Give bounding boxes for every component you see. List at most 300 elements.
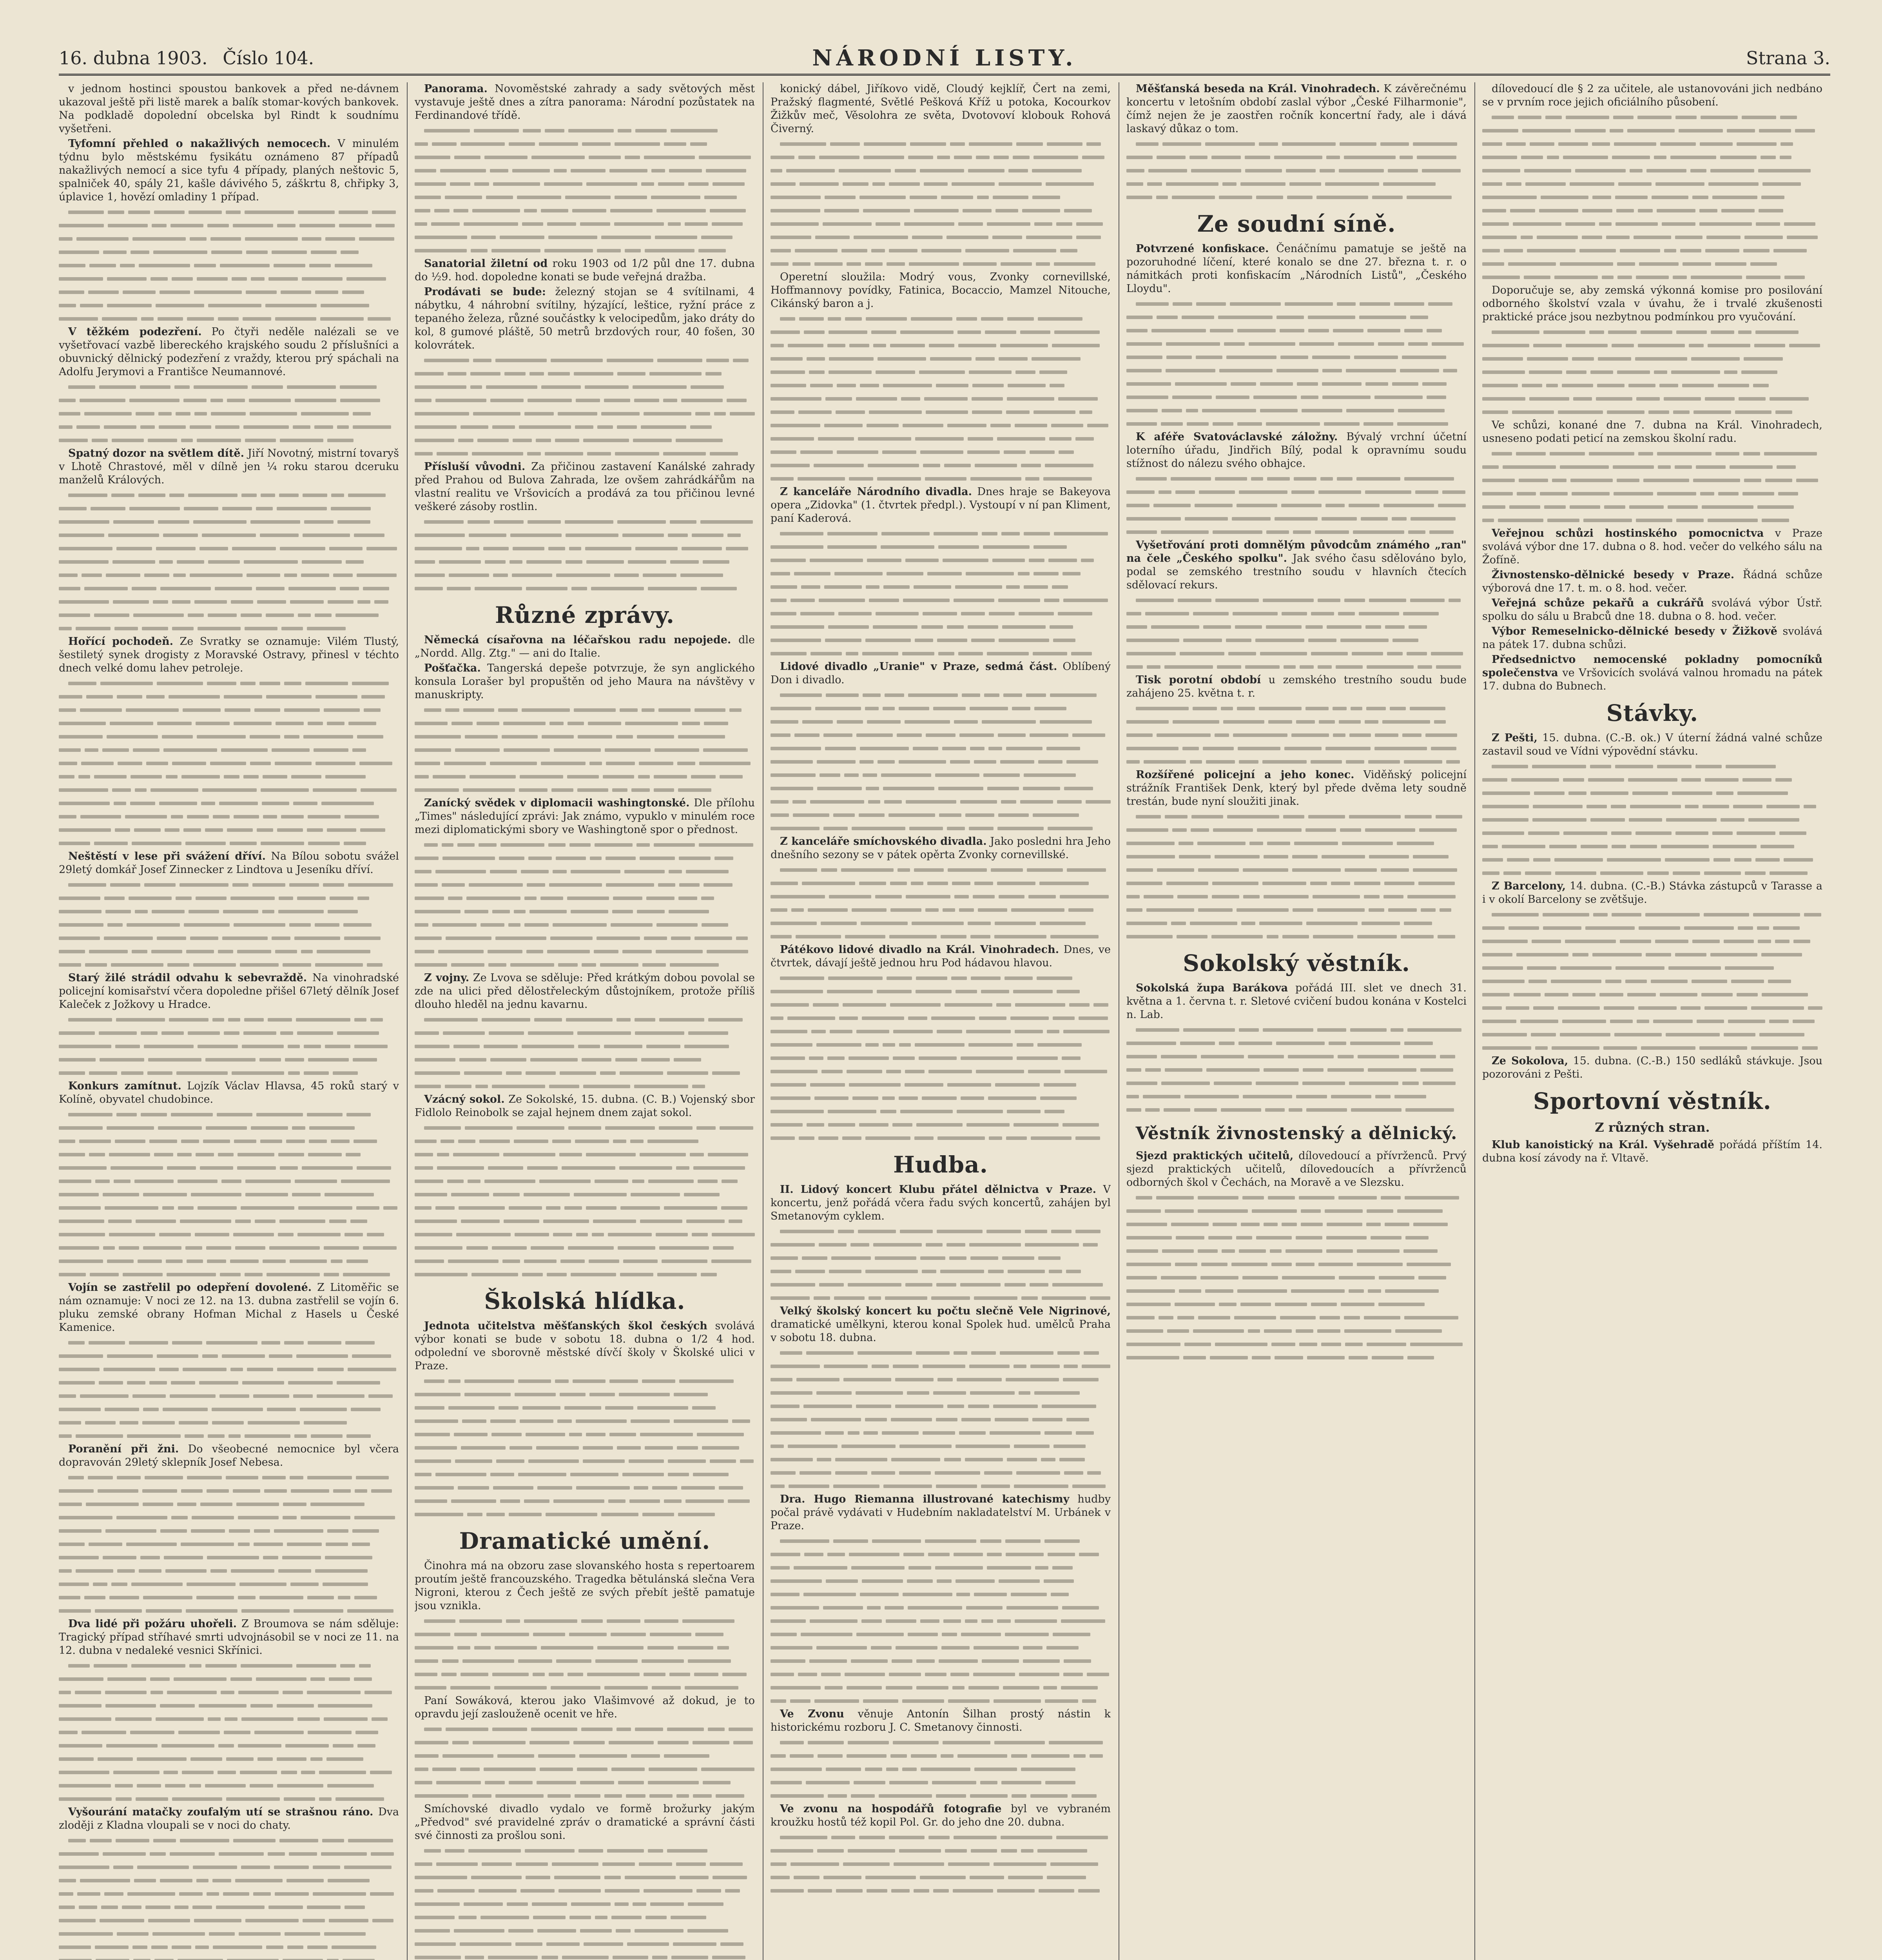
filler-text <box>771 863 1111 943</box>
text-line-texture <box>771 257 1111 270</box>
article-heading: Spatný dozor na světlem dítě. <box>68 447 244 459</box>
article-text: 15. dubna. (C.-B.) 150 sedláků stávkuje. Jsou pozorováni z Pešti. <box>1482 1055 1822 1080</box>
article-text: Na vinohradské policejní komisařství včera dopoledne přišel 67letý dělník Josef Kaleček z Jožkovy u Hradce. <box>59 972 399 1011</box>
text-line-texture <box>771 1265 1111 1278</box>
page-number: Strana 3. <box>1746 47 1830 69</box>
text-line-texture <box>59 730 399 743</box>
text-line-texture <box>771 1776 1111 1789</box>
article-text: konický dábel, Jiříkovo vidě, Cloudý kejklíř, Čert na zemi, Pražský flagmenté, Světlé Pešková Kříž u potoka, Kocourkov Žižkův meč, Věsolohra ze světa, Dvotovoví klobouk Rohová Čiverný. <box>771 83 1111 135</box>
filler-text <box>1126 810 1467 943</box>
text-line-texture <box>771 1359 1111 1373</box>
article-heading: Veřejnou schůzi hostinského pomocnictva <box>1492 527 1764 539</box>
article-heading: Velký školský koncert ku počtu slečně Vele Nigrinové, <box>780 1305 1111 1317</box>
text-line-texture <box>1126 324 1467 337</box>
text-line-texture <box>771 808 1111 822</box>
article <box>1126 82 1467 136</box>
filler-text <box>771 1831 1111 1897</box>
text-line-texture <box>415 1414 755 1428</box>
article <box>415 82 755 122</box>
article-heading: Rozšířené policejní a jeho konec. <box>1136 769 1354 781</box>
filler-text <box>771 312 1111 485</box>
text-line-texture <box>771 1857 1111 1871</box>
text-line-texture <box>415 1736 755 1749</box>
text-line-texture <box>1482 339 1822 352</box>
text-line-texture <box>1482 760 1822 773</box>
text-line-texture <box>59 810 399 823</box>
text-line-texture <box>1126 1023 1467 1036</box>
text-line-texture <box>59 1712 399 1726</box>
text-line-texture <box>415 1174 755 1188</box>
text-line-texture <box>415 1374 755 1388</box>
text-line-texture <box>59 1726 399 1739</box>
section-title-sportovni-vestnik: Sportovní věstník. <box>1533 1088 1771 1114</box>
text-line-texture <box>771 230 1111 244</box>
column-5 <box>1482 82 1822 1960</box>
text-line-texture <box>415 164 755 177</box>
text-line-texture <box>59 259 399 272</box>
text-line-texture <box>771 312 1111 325</box>
article-text: Ve schůzi, konané dne 7. dubna na Král. Vinohradech, usneseno podati peticí na zemskou školní radu. <box>1482 419 1822 445</box>
text-line-texture <box>415 1201 755 1214</box>
text-line-texture <box>771 1749 1111 1762</box>
text-line-texture <box>59 1511 399 1524</box>
text-line-texture <box>59 1040 399 1053</box>
article <box>59 325 399 379</box>
text-line-texture <box>771 1641 1111 1654</box>
article-text: Novoměstské zahrady a sady světových měst vystavuje ještě dnes a zítra panorama: Národní pozůstatek na Ferdinandové třídě. <box>415 83 755 122</box>
text-line-texture <box>59 1403 399 1416</box>
text-line-texture <box>59 1524 399 1537</box>
text-line-texture <box>59 1201 399 1214</box>
article-text: Tangerská depeše potvrzuje, že syn anglického konsula Lorašer byl propuštěn od jeho Maura na návštěvy v manuskripty. <box>415 662 755 701</box>
text-line-texture <box>1126 633 1467 647</box>
text-line-texture <box>415 528 755 542</box>
article-text: dílovedoucí dle § 2 za učitele, ale ustanovováni jich nedbáno se v prvním roce jejich oficiálního působení. <box>1482 83 1822 108</box>
text-line-texture <box>59 1686 399 1699</box>
text-line-texture <box>415 703 755 717</box>
article-heading: Z kanceláře Národního divadla. <box>780 486 972 498</box>
text-line-texture <box>415 1789 755 1802</box>
article-heading: Z Barcelony, <box>1492 880 1566 892</box>
text-line-texture <box>771 607 1111 620</box>
text-line-texture <box>415 1857 755 1871</box>
article-text: Operetní sloužila: Modrý vous, Zvonky cornevillské, Hoffmannovy povídky, Fatinica, Bocaccio, Mamzel Nitouche, Cikánský baron a j. <box>771 271 1111 310</box>
article-text: Paní Sowáková, kterou jako Vlašimvové až dokud, je to opravdu její zaslouženě ocenit ve hře. <box>415 1695 755 1720</box>
article <box>59 1443 399 1469</box>
text-line-texture <box>771 1426 1111 1439</box>
article <box>1126 673 1467 700</box>
section-title-vestnik-zivnostensky: Věstník živnostenský a dělnický. <box>1135 1123 1458 1143</box>
text-line-texture <box>1482 840 1822 853</box>
filler-text <box>59 1336 399 1443</box>
text-line-texture <box>1482 1028 1822 1041</box>
filler-text <box>415 354 755 460</box>
text-line-texture <box>771 204 1111 217</box>
text-line-texture <box>771 352 1111 365</box>
text-line-texture <box>771 755 1111 768</box>
text-line-texture <box>59 1053 399 1066</box>
text-line-texture <box>1482 786 1822 800</box>
text-line-texture <box>415 918 755 931</box>
text-line-texture <box>771 244 1111 257</box>
text-line-texture <box>59 502 399 515</box>
text-line-texture <box>1126 660 1467 673</box>
article-heading: Poranění při žni. <box>68 1443 179 1455</box>
article <box>1126 539 1467 592</box>
text-line-texture <box>1482 514 1822 527</box>
text-line-texture <box>1126 1284 1467 1298</box>
text-line-texture <box>771 177 1111 191</box>
text-line-texture <box>415 582 755 595</box>
text-line-texture <box>415 407 755 420</box>
text-line-texture <box>1126 1218 1467 1231</box>
text-line-texture <box>415 1241 755 1254</box>
text-line-texture <box>59 1954 399 1960</box>
section-title-hudba: Hudba. <box>893 1151 988 1178</box>
text-line-texture <box>1126 364 1467 377</box>
text-line-texture <box>415 1401 755 1414</box>
article-text: Řádná schůze výborová dne 17. t. m. o 8. hod. večer. <box>1482 569 1822 594</box>
text-line-texture <box>1126 485 1467 499</box>
text-line-texture <box>59 1900 399 1914</box>
text-line-texture <box>771 1105 1111 1118</box>
text-line-texture <box>1126 525 1467 539</box>
text-line-texture <box>415 1026 755 1040</box>
article-text: Do všeobecné nemocnice byl včera dopravován 29letý sklepník Josef Nebesa. <box>59 1443 399 1468</box>
text-line-texture <box>1126 337 1467 350</box>
text-line-texture <box>415 1614 755 1628</box>
text-line-texture <box>1482 405 1822 419</box>
text-line-texture <box>59 1564 399 1577</box>
text-line-texture <box>415 1013 755 1026</box>
article <box>1482 625 1822 652</box>
text-line-texture <box>415 1681 755 1694</box>
text-line-texture <box>1126 1191 1467 1204</box>
article <box>771 660 1111 687</box>
text-line-texture <box>1126 863 1467 877</box>
article-text: pořádá III. slet ve dnech 31. května a 1. června t. r. Sletové cvičení budou konána v Kostelci n. Lab. <box>1126 982 1467 1021</box>
article-text: Činohra má na obzoru zase slovanského hosta s repertoarem proutím ještě francouzského. Tragedka bětulánská slečna Vera Nigroni, kterou z Čech ještě ze svých přebít ještě pamatuje jsou vznikla. <box>415 1560 755 1612</box>
text-line-texture <box>1126 1298 1467 1311</box>
text-line-texture <box>415 1214 755 1228</box>
text-line-texture <box>59 1161 399 1174</box>
text-line-texture <box>1482 244 1822 257</box>
filler-text <box>59 488 399 635</box>
text-line-texture <box>59 394 399 407</box>
text-line-texture <box>1482 177 1822 191</box>
text-line-texture <box>771 1131 1111 1145</box>
text-line-texture <box>771 1291 1111 1305</box>
text-line-texture <box>1482 460 1822 474</box>
article-heading: Lidové divadlo „Uranie" v Praze, sedmá část. <box>780 661 1057 673</box>
text-line-texture <box>771 325 1111 339</box>
text-line-texture <box>771 620 1111 633</box>
article-heading: Klub kanoistický na Král. Vyšehradě <box>1492 1139 1715 1151</box>
text-line-texture <box>415 1388 755 1401</box>
filler-text <box>59 1108 399 1281</box>
article <box>59 971 399 1011</box>
text-line-texture <box>59 420 399 434</box>
text-line-texture <box>415 204 755 217</box>
text-line-texture <box>59 488 399 502</box>
text-line-texture <box>1126 177 1467 191</box>
article <box>771 1493 1111 1533</box>
text-line-texture <box>1126 890 1467 903</box>
text-line-texture <box>415 367 755 380</box>
text-line-texture <box>415 1080 755 1093</box>
text-line-texture <box>415 838 755 851</box>
text-line-texture <box>771 1588 1111 1601</box>
article-text: svolává výbor Ústř. spolku do sálu u Brabců dne 18. dubna o 8. hod. večer. <box>1482 597 1822 622</box>
text-line-texture <box>771 567 1111 580</box>
article-text: Dva zloději z Kladna vloupali se v noci do chaty. <box>59 1806 399 1831</box>
article <box>415 971 755 1011</box>
text-line-texture <box>59 1914 399 1927</box>
text-line-texture <box>59 931 399 945</box>
section-title-sokolsky-vestnik: Sokolský věstník. <box>1183 950 1410 976</box>
article-heading: Přísluší vůvodni. <box>424 461 526 473</box>
article-text: svolává na pátek 17. dubna schůzi. <box>1482 625 1822 651</box>
text-line-texture <box>771 1479 1111 1493</box>
text-line-texture <box>59 1349 399 1363</box>
text-line-texture <box>415 1066 755 1080</box>
text-line-texture <box>59 891 399 905</box>
text-line-texture <box>771 1668 1111 1681</box>
article-text: Ze Lvova se sděluje: Před krátkým dobou povolal se zde na ulici před dělostřeleckým důstojníkem, protože příliš dlouho hleděl na jednu kavarnu. <box>415 972 755 1011</box>
article-heading: Pátékovo lidové divadlo na Král. Vinohradech. <box>780 944 1059 956</box>
text-line-texture <box>59 717 399 730</box>
text-line-texture <box>59 1268 399 1281</box>
text-line-texture <box>771 1831 1111 1844</box>
text-line-texture <box>1126 620 1467 633</box>
text-line-texture <box>415 1254 755 1268</box>
column-3 <box>771 82 1111 1960</box>
article <box>415 460 755 514</box>
text-line-texture <box>59 770 399 783</box>
section-title-stavky: Stávky. <box>1606 700 1699 726</box>
text-line-texture <box>415 1871 755 1884</box>
text-line-texture <box>1482 204 1822 217</box>
text-line-texture <box>59 608 399 622</box>
article-heading: Starý žilé strádil odvahu k sebevraždě. <box>68 972 307 984</box>
text-line-texture <box>59 1376 399 1389</box>
text-line-texture <box>771 1574 1111 1588</box>
text-line-texture <box>1126 512 1467 525</box>
article-heading: Vojín se zastřelil po odepření dovolené. <box>68 1281 312 1294</box>
text-line-texture <box>59 1416 399 1429</box>
text-line-texture <box>771 580 1111 593</box>
article-text: u zemského trestního soudu bude zahájeno 25. května t. r. <box>1126 674 1467 699</box>
text-line-texture <box>59 1241 399 1254</box>
article-heading: Měšťanská beseda na Král. Vinohradech. <box>1136 83 1380 95</box>
article-heading: Vzácný sokol. <box>424 1093 505 1105</box>
text-line-texture <box>415 1494 755 1508</box>
text-line-texture <box>1126 837 1467 850</box>
text-line-texture <box>415 1722 755 1736</box>
filler-text <box>415 1121 755 1281</box>
text-line-texture <box>771 1011 1111 1025</box>
text-line-texture <box>1126 1338 1467 1351</box>
article <box>1482 1138 1822 1165</box>
text-line-texture <box>771 1025 1111 1038</box>
text-line-texture <box>59 918 399 931</box>
article-heading: Předsednictvo nemocenské pokladny pomocníků společenstva <box>1482 653 1822 679</box>
text-line-texture <box>415 380 755 394</box>
text-line-texture <box>1126 297 1467 310</box>
text-line-texture <box>59 1134 399 1148</box>
article-text: Z Litoměřic se nám oznamuje: V noci ze 12. na 13. dubna zastřelil se vojín 6. pluku zemské obrany Hofman Michal z Hasels u České Kamenice. <box>59 1281 399 1334</box>
text-line-texture <box>1126 1063 1467 1076</box>
article-text: pořádá příštím 14. dubna kosí závody na ř. Vltavě. <box>1482 1139 1822 1164</box>
text-line-texture <box>59 1121 399 1134</box>
text-line-texture <box>59 299 399 312</box>
filler-text <box>59 677 399 850</box>
text-line-texture <box>771 916 1111 930</box>
text-line-texture <box>1126 903 1467 916</box>
text-line-texture <box>415 865 755 878</box>
text-line-texture <box>771 1065 1111 1078</box>
text-line-texture <box>59 582 399 595</box>
filler-text <box>415 838 755 971</box>
column-2 <box>415 82 755 1960</box>
filler-text <box>771 1346 1111 1493</box>
text-line-texture <box>415 1668 755 1681</box>
text-line-texture <box>1482 487 1822 500</box>
text-line-texture <box>59 1066 399 1080</box>
text-line-texture <box>59 1739 399 1752</box>
text-line-texture <box>59 797 399 810</box>
article-text: Jako posledni hra Jeho dnešního sezony se v pátek opěrta Zvonky cornevillské. <box>771 835 1111 861</box>
article-text: Jiří Novotný, mistrní tovaryš v Lhotě Chrastové, měl v dílně jen ¼ roku starou dceruku manželů Králových. <box>59 447 399 486</box>
text-line-texture <box>59 1254 399 1268</box>
filler-text <box>415 703 755 797</box>
text-line-texture <box>1126 742 1467 755</box>
article <box>415 285 755 352</box>
article <box>1126 1149 1467 1189</box>
filler-text <box>771 688 1111 835</box>
text-line-texture <box>415 1844 755 1857</box>
article <box>1126 242 1467 296</box>
text-line-texture <box>771 647 1111 660</box>
text-line-texture <box>1126 310 1467 324</box>
article <box>1482 527 1822 567</box>
text-line-texture <box>1126 191 1467 204</box>
text-line-texture <box>1126 647 1467 660</box>
text-line-texture <box>415 1641 755 1654</box>
text-line-texture <box>1126 930 1467 943</box>
text-line-texture <box>1126 417 1467 430</box>
text-line-texture <box>415 1749 755 1762</box>
article <box>59 447 399 487</box>
article-heading: Konkurs zamítnut. <box>68 1080 181 1092</box>
text-line-texture <box>771 1654 1111 1668</box>
article <box>771 835 1111 862</box>
text-line-texture <box>59 1659 399 1672</box>
text-line-texture <box>415 1884 755 1897</box>
text-line-texture <box>771 151 1111 164</box>
text-line-texture <box>59 1336 399 1349</box>
filler-text <box>415 124 755 257</box>
text-line-texture <box>771 930 1111 943</box>
text-line-texture <box>1482 813 1822 826</box>
article-heading: Panorama. <box>424 83 488 95</box>
text-line-texture <box>415 1897 755 1911</box>
filler-text <box>771 1736 1111 1802</box>
text-line-texture <box>771 1466 1111 1479</box>
article <box>771 943 1111 970</box>
text-line-texture <box>1482 447 1822 460</box>
text-line-texture <box>59 1214 399 1228</box>
text-line-texture <box>415 191 755 204</box>
text-line-texture <box>59 1887 399 1900</box>
filler-text <box>415 1374 755 1521</box>
text-line-texture <box>1126 1231 1467 1244</box>
text-line-texture <box>1482 217 1822 230</box>
article-heading: Hořící pochodeň. <box>68 635 174 648</box>
article-heading: Dva lidé při požáru uhořeli. <box>68 1618 237 1630</box>
text-line-texture <box>771 217 1111 230</box>
section-title-skolska-hlidka: Školská hlídka. <box>484 1288 685 1314</box>
text-line-texture <box>415 434 755 447</box>
text-line-texture <box>59 1860 399 1874</box>
text-line-texture <box>59 245 399 259</box>
article-text: Lojzík Václav Hlavsa, 45 roků starý v Kolíně, obyvatel chudobince. <box>59 1080 399 1105</box>
text-line-texture <box>1482 988 1822 1001</box>
text-line-texture <box>1126 1103 1467 1116</box>
article-text: 14. dubna. (C.-B.) Stávka zástupců v Tarasse a i v okolí Barcelony se zvětšuje. <box>1482 880 1822 906</box>
article-text: Oblíbený Don i divadlo. <box>771 661 1111 686</box>
article-heading: Německá císařovna na léčařskou radu nepojede. <box>424 634 731 646</box>
article-text: železný stojan se 4 svítilnami, 4 nábytku, 4 náhrobní svítilny, hýzající, leštice, ryžní práce z tepaného železa, různé součástky k velocipedům, jako dráty do kol, 8 gumové pláště, 50 metrů brzdových rour, 40 fošen, 30 kolovrátek. <box>415 286 755 351</box>
text-line-texture <box>771 903 1111 916</box>
text-line-texture <box>415 931 755 945</box>
article-heading: Ve zvonu na hospodářů fotografie <box>780 1803 1002 1815</box>
text-line-texture <box>1126 1351 1467 1364</box>
text-line-texture <box>771 1614 1111 1628</box>
text-line-texture <box>1126 164 1467 177</box>
text-line-texture <box>59 1940 399 1954</box>
article-heading: K aféře Svatováclavské záložny. <box>1136 431 1338 443</box>
text-line-texture <box>59 407 399 420</box>
text-line-texture <box>771 1118 1111 1131</box>
text-line-texture <box>415 1468 755 1481</box>
text-line-texture <box>1482 826 1822 840</box>
article-text: Čenáčnímu pamatuje se ještě na pozoruhodné líčení, které konalo se dne 27. března t. r. o námitkách proti konfiskacím „Národních Listů", „Českého Lloydu". <box>1126 243 1467 295</box>
article-heading: Sokolská župa Barákova <box>1136 982 1288 994</box>
article-text: Dnes, ve čtvrtek, dávají ještě jednou hru Pod hádavou hlavou. <box>771 944 1111 969</box>
article-heading: Tisk porotní období <box>1136 674 1261 686</box>
article-text: roku 1903 od 1/2 půl dne 17. dubna do ½9. hod. dopoledne konati se bude veřejná dražba. <box>415 258 755 283</box>
text-line-texture <box>59 1013 399 1026</box>
article-text: Na Bílou sobotu svážel 29letý domkář Josef Zinnecker z Lindtova u Jeseníku dříví. <box>59 850 399 876</box>
article-heading: II. Lidový koncert Klubu přátel dělnictva v Praze. <box>780 1183 1097 1196</box>
text-line-texture <box>415 1161 755 1174</box>
text-line-texture <box>1482 137 1822 151</box>
text-line-texture <box>59 1108 399 1121</box>
text-line-texture <box>415 1268 755 1281</box>
text-line-texture <box>1126 1076 1467 1090</box>
text-line-texture <box>59 1672 399 1686</box>
text-line-texture <box>415 1654 755 1668</box>
filler-text <box>59 380 399 447</box>
text-line-texture <box>1482 270 1822 284</box>
article-text: byl ve vybraném kroužku hostů též kopil Pol. Gr. do jeho dne 20. dubna. <box>771 1803 1111 1828</box>
text-line-texture <box>771 1251 1111 1265</box>
article-heading: Z vojny. <box>424 972 470 984</box>
article-heading: Potvrzené konfiskace. <box>1136 243 1269 255</box>
article-heading: Ve Zvonu <box>780 1708 844 1720</box>
text-line-texture <box>1482 164 1822 177</box>
